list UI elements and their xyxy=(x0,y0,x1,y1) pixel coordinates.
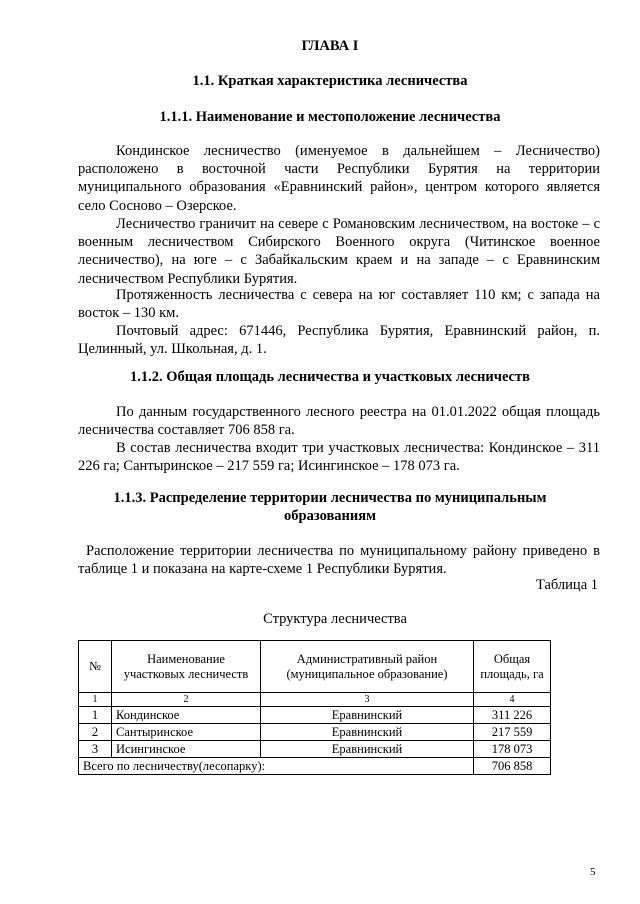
table-row xyxy=(79,724,551,741)
paragraph: Почтовый адрес: 671446, Республика Бурятия, Еравнинский район, п. Целинный, ул. Школьная, д. 1. xyxy=(78,323,600,358)
chapter-heading: ГЛАВА I xyxy=(301,38,359,54)
table-cell: Еравнинский xyxy=(261,741,474,758)
table-cell: Исингинское xyxy=(112,741,261,758)
section-heading: 1.1. Краткая характеристика лесничества xyxy=(192,73,468,89)
table-cell: Еравнинский xyxy=(261,724,474,741)
subsection-heading xyxy=(60,489,600,525)
table-column-number-row xyxy=(79,693,551,707)
table-total-label: Всего по лесничеству(лесопарку): xyxy=(79,758,474,775)
table-row xyxy=(79,707,551,724)
table-cell: 178 073 xyxy=(474,741,551,758)
subsection-heading-line: 1.1.3. Распределение территории лесничества по муниципальным xyxy=(113,490,547,506)
table-caption: Структура лесничества xyxy=(263,611,407,627)
paragraph: Расположение территории лесничества по муниципальному району приведено в таблице 1 и показана на карте-схеме 1 Республики Бурятия. xyxy=(78,543,600,578)
table-cell: 3 xyxy=(261,693,474,707)
subsection-heading: 1.1.2. Общая площадь лесничества и участковых лесничеств xyxy=(130,369,530,385)
table-cell: 1 xyxy=(79,693,112,707)
table-header-cell: Наименование участковых лесничеств xyxy=(112,641,261,693)
paragraph: По данным государственного лесного реестра на 01.01.2022 общая площадь лесничества составляет 706 858 га. xyxy=(78,404,600,439)
table-cell: 3 xyxy=(79,741,112,758)
table-header-row xyxy=(79,641,551,693)
table-header-cell: Общая площадь, га xyxy=(474,641,551,693)
table-cell: Кондинское xyxy=(112,707,261,724)
paragraph: Кондинское лесничество (именуемое в дальнейшем – Лесничество) расположено в восточной части Республики Бурятия на территории муниципального образования «Еравнинский район», центром которого является село Сосново – Озерское. xyxy=(78,143,600,214)
paragraph: В состав лесничества входит три участковых лесничества: Кондинское – 311 226 га; Сантыринское – 217 559 га; Исингинское – 178 073 га. xyxy=(78,440,600,475)
table-cell: 217 559 xyxy=(474,724,551,741)
table-header-cell: № xyxy=(79,641,112,693)
table-cell: 2 xyxy=(79,724,112,741)
table-cell: Еравнинский xyxy=(261,707,474,724)
paragraph: Протяженность лесничества с севера на юг составляет 110 км; с запада на восток – 130 км. xyxy=(78,287,600,322)
table-cell: 311 226 xyxy=(474,707,551,724)
table-label: Таблица 1 xyxy=(535,577,598,593)
table-cell: 1 xyxy=(79,707,112,724)
subsection-heading-line: образованиям xyxy=(284,508,376,524)
table-total-value: 706 858 xyxy=(474,758,551,775)
table-cell: Сантыринское xyxy=(112,724,261,741)
table-header-cell: Административный район (муниципальное образование) xyxy=(261,641,474,693)
table-row xyxy=(79,741,551,758)
table-total-row xyxy=(79,758,551,775)
table-cell: 2 xyxy=(112,693,261,707)
subsection-heading: 1.1.1. Наименование и местоположение лесничества xyxy=(159,109,501,125)
table-cell: 4 xyxy=(474,693,551,707)
paragraph: Лесничество граничит на севере с Романовским лесничеством, на востоке – с военным лесничеством Сибирского Военного округа (Читинское военное лесничество), на юге – с Забайкальским краем и на западе – с Еравнинским лесничеством Республики Бурятия. xyxy=(78,216,600,287)
forestry-structure-table xyxy=(78,640,551,775)
page-number: 5 xyxy=(590,866,596,878)
